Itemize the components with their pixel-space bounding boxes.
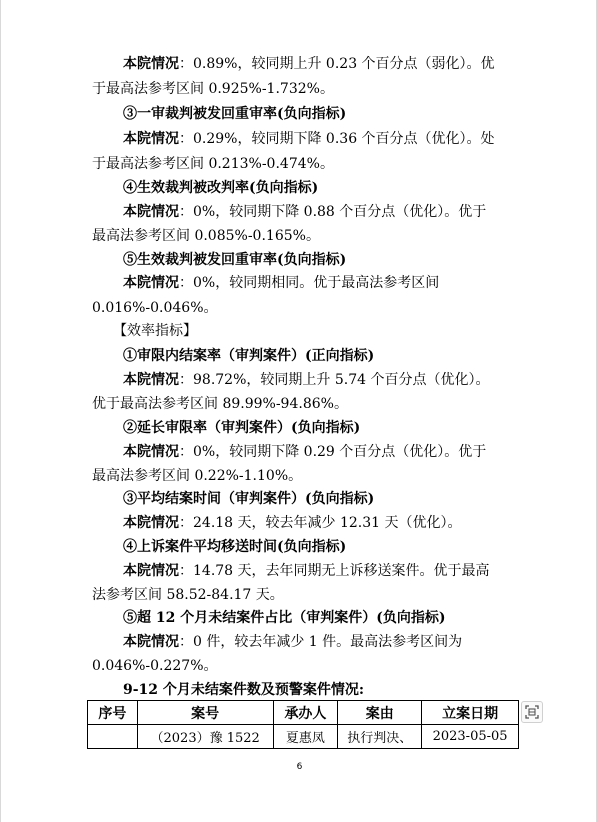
indicator-heading: ④上诉案件平均移送时间(负向指标) — [123, 539, 347, 555]
paragraph-line — [123, 129, 495, 149]
cell-case-no: （2023）豫 1522 — [137, 725, 273, 749]
table-header-row — [88, 701, 519, 725]
pending-cases-table — [87, 700, 519, 749]
label-bold: 本院情况 — [123, 444, 179, 460]
paragraph-line: 0.016%-0.046%。 — [92, 300, 218, 316]
paragraph-line: 0.046%-0.227%。 — [92, 658, 218, 674]
indicator-heading: ⑤超 12 个月未结案件占比（审判案件）(负向指标) — [123, 610, 446, 626]
indicator-heading: ④生效裁判被改判率(负向指标) — [123, 180, 319, 196]
paragraph-line — [123, 370, 489, 390]
line-text: ：0 件，较去年减少 1 件。最高法参考区间为 — [179, 634, 463, 650]
indicator-heading: ①审限内结案率（审判案件）(正向指标) — [123, 348, 375, 364]
cell-index — [88, 725, 138, 749]
indicator-heading: ⑤生效裁判被发回重审率(负向指标) — [123, 252, 347, 268]
cell-cause: 执行判决、 — [338, 725, 422, 749]
label-bold: 本院情况 — [123, 275, 179, 291]
line-text: ：24.18 天，较去年减少 12.31 天（优化）。 — [179, 515, 462, 531]
paragraph-line: 于最高法参考区间 0.213%-0.474%。 — [92, 156, 334, 172]
paragraph-line: 最高法参考区间 0.085%-0.165%。 — [92, 228, 320, 244]
scan-icon[interactable] — [521, 701, 543, 723]
paragraph-line — [123, 202, 486, 222]
paragraph-line — [123, 273, 439, 293]
paragraph-line — [123, 632, 462, 652]
label-bold: 本院情况 — [123, 372, 179, 388]
table-row — [88, 725, 519, 749]
paragraph-line — [123, 54, 495, 74]
paragraph-line: 优于最高法参考区间 89.99%-94.86%。 — [92, 396, 348, 412]
paragraph-line: 法参考区间 58.52-84.17 天。 — [92, 587, 284, 603]
line-text: ：0.89%，较同期上升 0.23 个百分点（弱化）。优 — [179, 56, 495, 72]
line-text: ：0%，较同期下降 0.29 个百分点（优化）。优于 — [179, 444, 487, 460]
indicator-heading: ③平均结案时间（审判案件）(负向指标) — [123, 491, 375, 507]
label-bold: 本院情况 — [123, 563, 179, 579]
scan-icon-glyph — [525, 705, 539, 719]
col-header-judge: 承办人 — [273, 701, 338, 725]
indicator-heading: ③一审裁判被发回重审率(负向指标) — [123, 106, 347, 122]
line-text: ：0%，较同期下降 0.88 个百分点（优化）。优于 — [179, 204, 487, 220]
cell-judge: 夏惠凤 — [273, 725, 338, 749]
label-bold: 本院情况 — [123, 515, 179, 531]
line-text: ：0.29%，较同期下降 0.36 个百分点（优化）。处 — [179, 131, 495, 147]
page-number: 6 — [296, 762, 303, 772]
paragraph-line — [123, 442, 486, 462]
paragraph-line: 于最高法参考区间 0.925%-1.732%。 — [92, 81, 334, 97]
line-text: ：98.72%，较同期上升 5.74 个百分点（优化）。 — [179, 372, 490, 388]
indicator-heading: ②延长审限率（审判案件）(负向指标) — [123, 420, 361, 436]
paragraph-line — [123, 513, 462, 533]
paragraph-line — [123, 561, 490, 581]
col-header-case-no: 案号 — [137, 701, 273, 725]
col-header-filing-date: 立案日期 — [422, 701, 519, 725]
section-heading: 【效率指标】 — [113, 323, 197, 339]
table-title: 9-12 个月未结案件数及预警案件情况: — [123, 682, 365, 698]
line-text: ：14.78 天，去年同期无上诉移送案件。优于最高 — [179, 563, 490, 579]
cell-filing-date: 2023-05-05 — [422, 725, 519, 749]
label-bold: 本院情况 — [123, 634, 179, 650]
label-bold: 本院情况 — [123, 131, 179, 147]
label-bold: 本院情况 — [123, 204, 179, 220]
col-header-index: 序号 — [88, 701, 138, 725]
paragraph-line: 最高法参考区间 0.22%-1.10%。 — [92, 468, 303, 484]
label-bold: 本院情况 — [123, 56, 179, 72]
line-text: ：0%，较同期相同。优于最高法参考区间 — [179, 275, 440, 291]
col-header-cause: 案由 — [338, 701, 422, 725]
